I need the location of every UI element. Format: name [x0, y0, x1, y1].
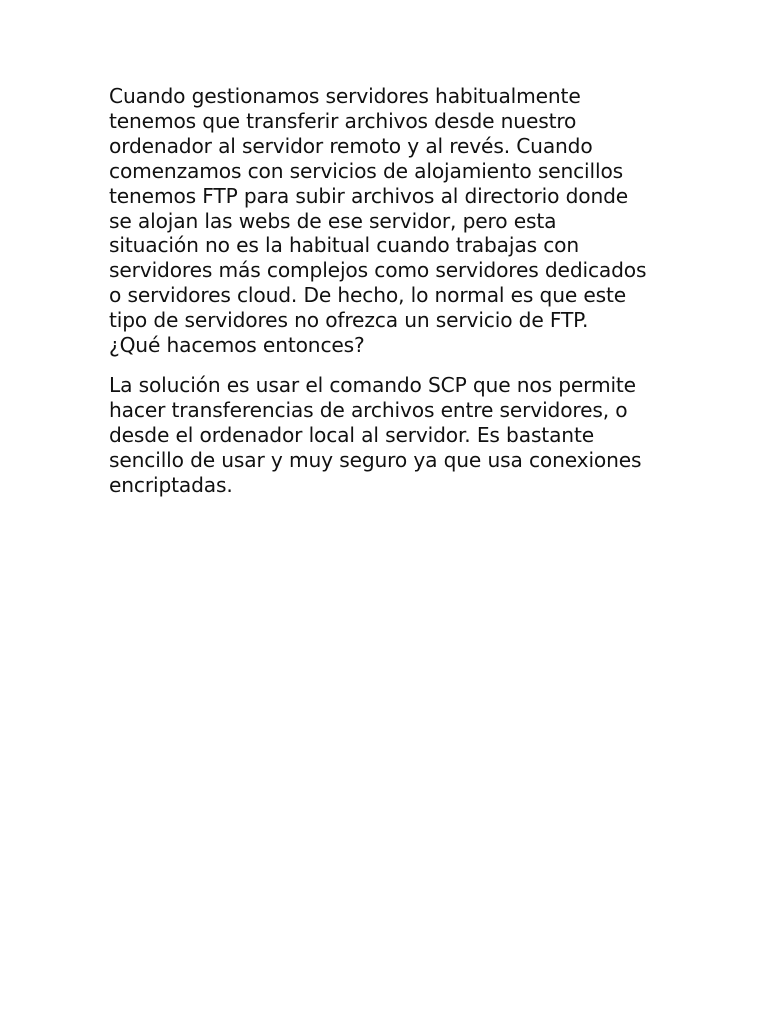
text-line: tipo de servidores no ofrezca un servicio de FTP. — [109, 308, 589, 333]
text-line: sencillo de usar y muy seguro ya que usa conexiones — [109, 447, 642, 472]
text-line: o servidores cloud. De hecho, lo normal es que este — [109, 283, 627, 308]
text-line: Cuando gestionamos servidores habitualmente — [109, 84, 581, 108]
text-line: desde el ordenador local al servidor. Es bastante — [109, 422, 594, 447]
paragraph-solution — [109, 373, 654, 498]
text-line: encriptadas. — [109, 472, 233, 497]
text-line: tenemos FTP para subir archivos al directorio donde — [109, 183, 629, 208]
text-line: situación no es la habitual cuando trabajas con — [109, 233, 580, 258]
text-line: tenemos que transferir archivos desde nuestro — [109, 108, 577, 133]
text-line: La solución es usar el comando SCP que nos permite — [109, 372, 636, 397]
text-line: servidores más complejos como servidores dedicados — [109, 258, 647, 283]
text-line: comenzamos con servicios de alojamiento sencillos — [109, 158, 624, 183]
text-line: se alojan las webs de ese servidor, pero esta — [109, 208, 557, 233]
text-line: hacer transferencias de archivos entre servidores, o — [109, 397, 628, 422]
document-body — [109, 84, 654, 498]
text-line: ¿Qué hacemos entonces? — [109, 333, 365, 358]
text-line: ordenador al servidor remoto y al revés. Cuando — [109, 133, 593, 158]
paragraph-intro — [109, 84, 654, 358]
